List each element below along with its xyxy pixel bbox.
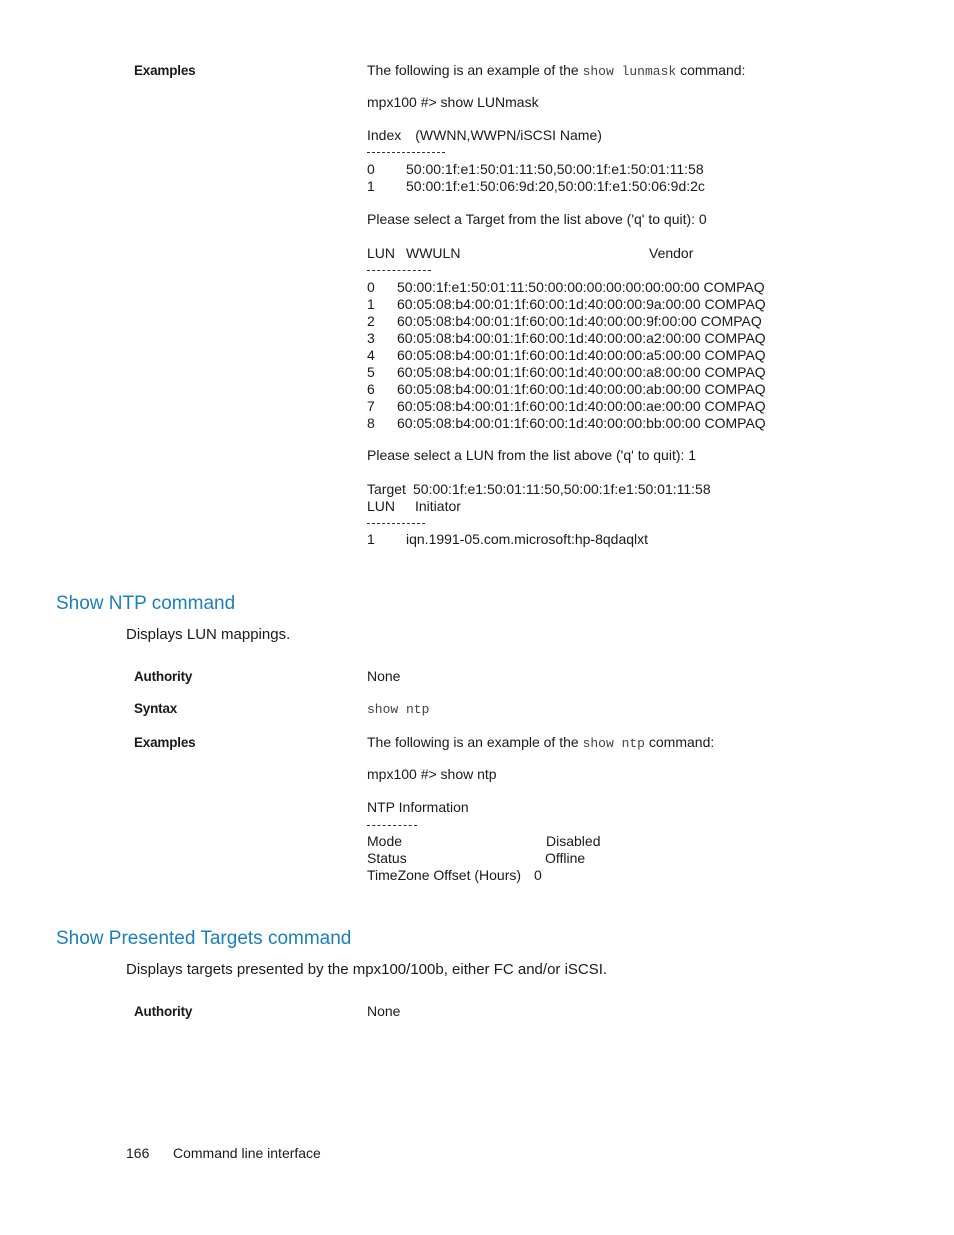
lun-wwuln: 60:05:08:b4:00:01:1f:60:00:1d:40:00:00:a2:00:00 COMPAQ xyxy=(397,330,766,346)
lun-row xyxy=(367,381,766,398)
ntp-mode-row xyxy=(367,833,600,850)
lun-number: 6 xyxy=(367,381,375,397)
ntp-description: Displays LUN mappings. xyxy=(126,626,291,643)
ntp-prompt: mpx100 #> show ntp xyxy=(367,766,497,782)
wwuln-col-header: WWULN xyxy=(406,245,461,261)
target-row xyxy=(367,178,705,195)
lun-row xyxy=(367,415,766,432)
presented-description: Displays targets presented by the mpx100/100b, either FC and/or iSCSI. xyxy=(126,961,608,978)
target-index: 0 xyxy=(367,161,375,177)
presented-authority-label: Authority xyxy=(134,1004,193,1019)
target-name: 50:00:1f:e1:50:06:9d:20,50:00:1f:e1:50:06:9d:2c xyxy=(406,178,705,194)
page-number: 166 xyxy=(126,1145,150,1161)
initiator-row xyxy=(367,531,648,548)
ntp-authority-value: None xyxy=(367,668,401,684)
lun-wwuln: 60:05:08:b4:00:01:1f:60:00:1d:40:00:00:bb:00:00 COMPAQ xyxy=(397,415,766,431)
ntp-mode-value: Disabled xyxy=(546,833,601,849)
lun-row xyxy=(367,330,766,347)
initiator-index: 1 xyxy=(367,531,375,547)
lun-wwuln: 60:05:08:b4:00:01:1f:60:00:1d:40:00:00:9f:00:00 COMPAQ xyxy=(397,313,762,329)
ntp-mode-label: Mode xyxy=(367,833,403,849)
lun-col-header: LUN xyxy=(367,245,396,261)
ntp-intro: The following is an example of the show ntp command: xyxy=(367,734,715,751)
select-lun-prompt: Please select a LUN from the list above ('q' to quit): 1 xyxy=(367,447,697,463)
lun-wwuln: 50:00:1f:e1:50:01:11:50:00:00:00:00:00:00:00:00 COMPAQ xyxy=(397,279,765,295)
lun-row xyxy=(367,347,766,364)
vendor-col-header: Vendor xyxy=(649,245,694,261)
ntp-status-row xyxy=(367,850,585,867)
lun-number: 3 xyxy=(367,330,375,346)
lun-divider xyxy=(367,270,431,271)
ntp-command-code: show ntp xyxy=(582,736,645,751)
initiator-divider xyxy=(367,523,425,524)
select-target-prompt: Please select a Target from the list above ('q' to quit): 0 xyxy=(367,211,707,227)
lun-row xyxy=(367,398,766,415)
lun-wwuln: 60:05:08:b4:00:01:1f:60:00:1d:40:00:00:a8:00:00 COMPAQ xyxy=(397,364,766,380)
ntp-examples-label: Examples xyxy=(134,735,196,750)
lunmask-command-code: show lunmask xyxy=(582,64,677,79)
lun-row xyxy=(367,364,766,381)
lun-row xyxy=(367,279,765,296)
ntp-divider xyxy=(367,825,417,826)
initiator-label: Initiator xyxy=(415,498,461,514)
ntp-authority-label: Authority xyxy=(134,669,193,684)
lun-row xyxy=(367,296,766,313)
ntp-status-value: Offline xyxy=(545,850,586,866)
index-header: Index (WWNN,WWPN/iSCSI Name) xyxy=(367,127,602,143)
target-name: 50:00:1f:e1:50:01:11:50,50:00:1f:e1:50:01:11:58 xyxy=(406,161,704,177)
lunmask-intro: The following is an example of the show lunmask command: xyxy=(367,62,746,79)
initiator-lun-label: LUN xyxy=(367,498,396,514)
lun-wwuln: 60:05:08:b4:00:01:1f:60:00:1d:40:00:00:9a:00:00 COMPAQ xyxy=(397,296,766,312)
lun-number: 7 xyxy=(367,398,375,414)
footer-section: Command line interface xyxy=(173,1145,321,1161)
presented-authority-value: None xyxy=(367,1003,401,1019)
lun-wwuln: 60:05:08:b4:00:01:1f:60:00:1d:40:00:00:a5:00:00 COMPAQ xyxy=(397,347,766,363)
lun-number: 0 xyxy=(367,279,375,295)
lun-header xyxy=(367,245,693,262)
lun-number: 2 xyxy=(367,313,375,329)
examples-label: Examples xyxy=(134,63,196,78)
lun-wwuln: 60:05:08:b4:00:01:1f:60:00:1d:40:00:00:ab:00:00 COMPAQ xyxy=(397,381,766,397)
target-row xyxy=(367,161,704,178)
lun-wwuln: 60:05:08:b4:00:01:1f:60:00:1d:40:00:00:ae:00:00 COMPAQ xyxy=(397,398,766,414)
target-value: 50:00:1f:e1:50:01:11:50,50:00:1f:e1:50:01:11:58 xyxy=(413,481,711,497)
initiator-header xyxy=(367,498,461,515)
ntp-tz-value: 0 xyxy=(534,867,542,883)
initiator-value: iqn.1991-05.com.microsoft:hp-8qdaqlxt xyxy=(406,531,649,547)
presented-heading: Show Presented Targets command xyxy=(56,928,352,949)
index-divider xyxy=(367,152,445,153)
ntp-tz-row xyxy=(367,867,542,884)
target-index: 1 xyxy=(367,178,375,194)
lun-number: 8 xyxy=(367,415,375,431)
target-label: Target xyxy=(367,481,406,497)
ntp-status-label: Status xyxy=(367,850,407,866)
lun-row xyxy=(367,313,762,330)
ntp-heading: Show NTP command xyxy=(56,593,236,614)
lun-number: 5 xyxy=(367,364,375,380)
ntp-tz-label: TimeZone Offset (Hours) xyxy=(367,867,522,883)
ntp-syntax-value: show ntp xyxy=(367,702,430,717)
target-line xyxy=(367,481,711,498)
lun-number: 4 xyxy=(367,347,375,363)
lunmask-prompt: mpx100 #> show LUNmask xyxy=(367,94,539,110)
ntp-info-title: NTP Information xyxy=(367,799,469,815)
ntp-syntax-label: Syntax xyxy=(134,701,178,716)
lun-number: 1 xyxy=(367,296,375,312)
